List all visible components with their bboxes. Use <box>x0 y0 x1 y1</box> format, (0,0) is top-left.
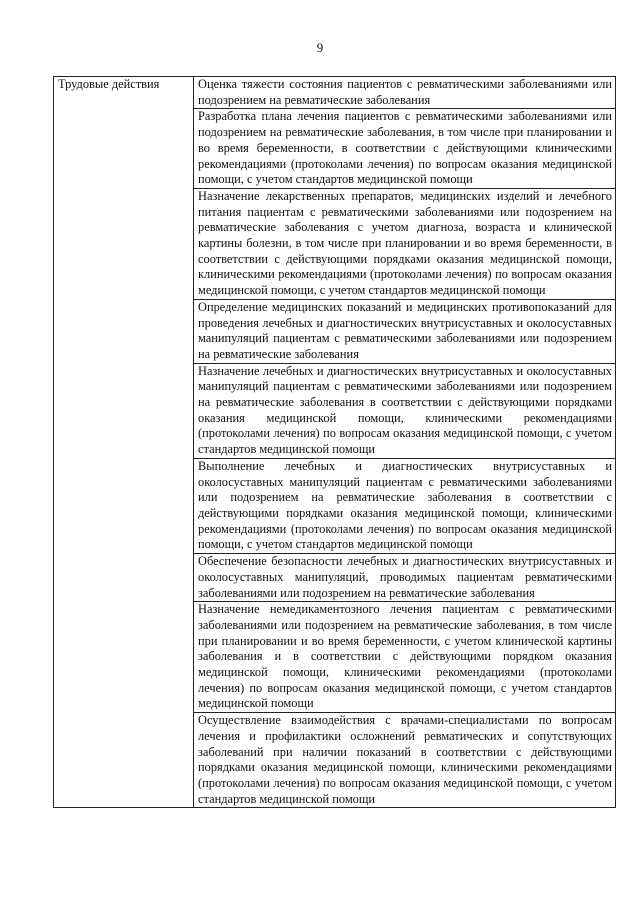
table-cell: Обеспечение безопасности лечебных и диагностических внутрисуставных и околосуставных манипуляций, проводимых пациентам ревматическими заболеваниями или подозрением на ревматические заболевания <box>194 554 616 602</box>
page-number: 9 <box>316 40 324 55</box>
table-row <box>54 77 616 109</box>
table-cell: Назначение лекарственных препаратов, медицинских изделий и лечебного питания пациентам с ревматическими заболеваниями или подозрением на ревматические заболевания с учетом диагноза, возраста и клинической картины болезни, в том числе при планировании и во время беременности, в соответствии с действующими порядками оказания медицинской помощи, клиническими рекомендациями (протоколами лечения) по вопросам оказания медицинской помощи, с учетом стандартов медицинской помощи <box>194 188 616 299</box>
table-cell: Назначение лечебных и диагностических внутрисуставных и околосуставных манипуляций пациентам с ревматическими заболеваниями или подозрением на ревматические заболевания в соответствии с действующими порядками оказания медицинской помощи, клиническими рекомендациями (протоколами лечения) по вопросам оказания медицинской помощи, с учетом стандартов медицинской помощи <box>194 363 616 458</box>
table-cell: Назначение немедикаментозного лечения пациентам с ревматическими заболеваниями или подозрением на ревматические заболевания, в том числе при планировании и во время беременности, с учетом клинической картины заболевания и в соответствии с действующими порядком оказания медицинской помощи, клиническими рекомендациями (протоколами лечения) по вопросам оказания медицинской помощи, с учетом стандартов медицинской помощи <box>194 602 616 713</box>
table-cell: Определение медицинских показаний и медицинских противопоказаний для проведения лечебных и диагностических внутрисуставных и околосуставных манипуляций пациентам с ревматическими заболеваниями или подозрением на ревматические заболевания <box>194 299 616 363</box>
table-cell: Осуществление взаимодействия с врачами-специалистами по вопросам лечения и профилактики осложнений ревматических и сопутствующих заболеваний при наличии показаний в соответствии с действующими порядками оказания медицинской помощи, клиническими рекомендациями (протоколами лечения) по вопросам оказания медицинской помощи, с учетом стандартов медицинской помощи <box>194 713 616 808</box>
row-header-label: Трудовые действия <box>58 77 160 91</box>
labor-actions-table <box>53 76 616 808</box>
table-cell: Разработка плана лечения пациентов с ревматическими заболеваниями или подозрением на ревматические заболевания, в том числе при планировании и во время беременности, в соответствии с действующими клиническими рекомендациями (протоколами лечения) по вопросам оказания медицинской помощи, с учетом стандартов медицинской помощи <box>194 109 616 189</box>
table-cell: Оценка тяжести состояния пациентов с ревматическими заболеваниями или подозрением на ревматические заболевания <box>194 77 616 109</box>
row-header-cell <box>54 77 194 808</box>
table-cell: Выполнение лечебных и диагностических внутрисуставных и околосуставных манипуляций пациентам с ревматическими заболеваниями или подозрением на ревматические заболевания в соответствии с действующими порядками оказания медицинской помощи, клиническими рекомендациями (протоколами лечения) по вопросам оказания медицинской помощи, с учетом стандартов медицинской помощи <box>194 458 616 553</box>
